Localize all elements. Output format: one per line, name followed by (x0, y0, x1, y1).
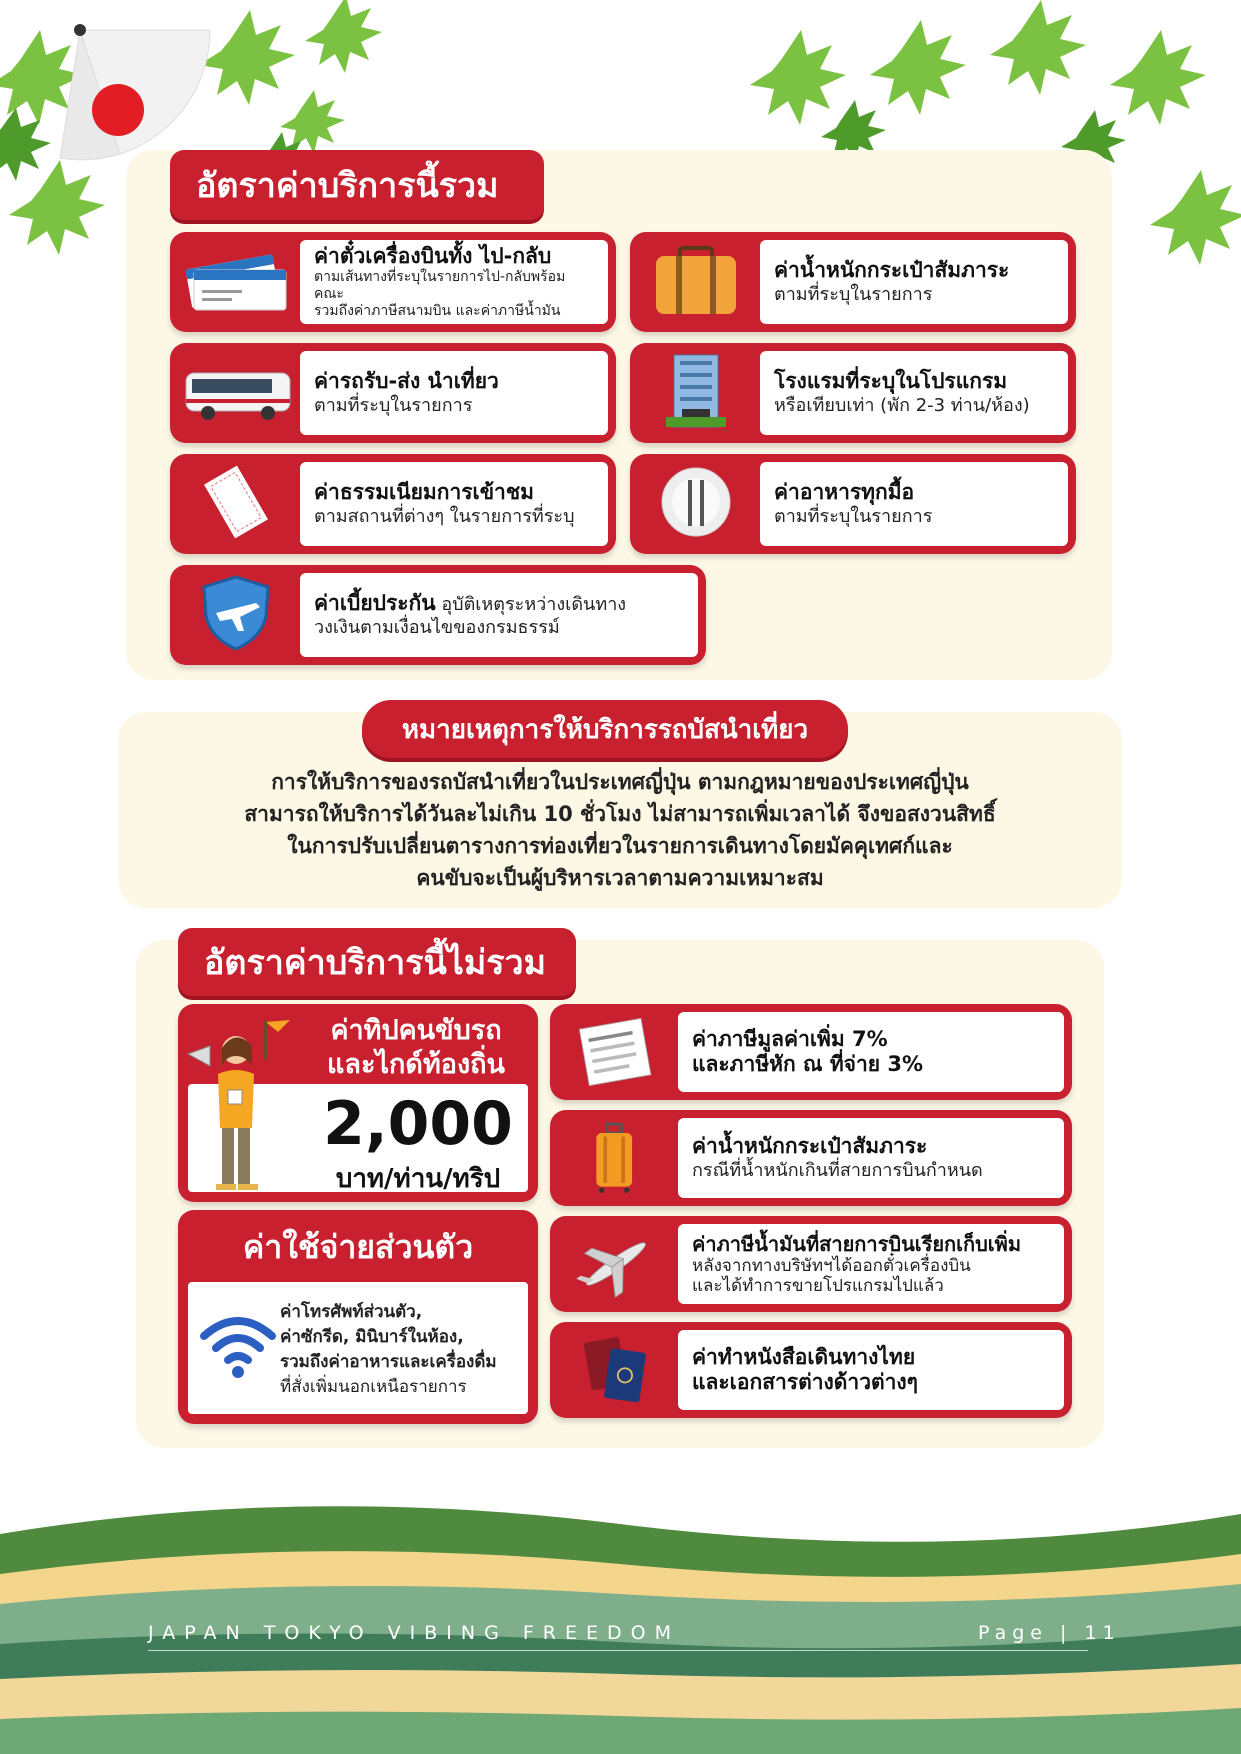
ticket-icon (180, 462, 292, 542)
card-transport-text (300, 351, 608, 435)
card-baggage-text (760, 240, 1068, 324)
excluded-title: อัตราค่าบริการนี้ไม่รวม (178, 928, 576, 996)
card-sub: และเอกสารต่างด้าวต่างๆ (692, 1370, 918, 1394)
card-meals (630, 454, 1076, 554)
card-sub: ตามที่ระบุในรายการ (774, 505, 933, 527)
card-sub: วงเงินตามเงื่อนไขของกรมธรรม์ (314, 617, 560, 638)
card-admission-text (300, 462, 608, 546)
card-sub: ตามที่ระบุในรายการ (314, 394, 473, 416)
personal-line: ค่าซักรีด, มินิบาร์ในห้อง, (280, 1327, 464, 1347)
wifi-icon (198, 1310, 278, 1380)
tour-guide-illustration (186, 1010, 306, 1200)
card-baggage (630, 232, 1076, 332)
card-excess-baggage-text (678, 1118, 1064, 1198)
card-transport (170, 343, 616, 443)
note-line: คนขับจะเป็นผู้บริหารเวลาตามความเหมาะสม (416, 866, 824, 890)
card-title: ค่าน้ำหนักกระเป๋าสัมภาระ (692, 1133, 928, 1158)
footer-divider (148, 1650, 1088, 1651)
tax-document-icon (566, 1012, 666, 1092)
personal-expenses-box (188, 1282, 528, 1414)
card-sub: ตามสถานที่ต่างๆ ในรายการที่ระบุ (314, 505, 575, 527)
airplane-icon (566, 1224, 666, 1304)
card-title-suffix: อุบัติเหตุระหว่างเดินทาง (435, 593, 627, 615)
passport-icon (566, 1330, 666, 1410)
card-title: ค่าธรรมเนียมการเข้าชม (314, 479, 534, 504)
note-line: ในการปรับเปลี่ยนตารางการท่องเที่ยวในรายการเดินทางโดยมัคคุเทศก์และ (287, 834, 953, 858)
plane-ticket-icon (180, 240, 292, 320)
personal-line: ค่าโทรศัพท์ส่วนตัว, (280, 1302, 423, 1322)
tip-card (178, 1004, 538, 1202)
card-sub: หลังจากทางบริษัทฯได้ออกตั๋วเครื่องบิน (692, 1255, 971, 1276)
card-fuel-surcharge-text (678, 1224, 1064, 1304)
card-fuel-surcharge (550, 1216, 1072, 1312)
note-line: สามารถให้บริการได้วันละไม่เกิน 10 ชั่วโมง ไม่สามารถเพิ่มเวลาได้ จึงขอสงวนสิทธิ์ (244, 802, 996, 826)
card-sub2: รวมถึงค่าภาษีสนามบิน และค่าภาษีน้ำมัน (314, 303, 561, 319)
card-title: ค่าตั๋วเครื่องบินทั้ง ไป-กลับ (314, 244, 552, 269)
card-title: ค่าภาษีมูลค่าเพิ่ม 7% (692, 1026, 888, 1051)
card-title: โรงแรมที่ระบุในโปรแกรม (774, 368, 1008, 393)
card-vat (550, 1004, 1072, 1100)
tip-unit: บาท/ท่าน/ทริป (335, 1164, 501, 1194)
card-passport-text (678, 1330, 1064, 1410)
note-line: การให้บริการของรถบัสนำเที่ยวในประเทศญี่ปุ่น ตามกฎหมายของประเทศญี่ปุ่น (271, 770, 969, 794)
card-title: ค่าเบี้ยประกัน (314, 590, 436, 615)
card-title: ค่าน้ำหนักกระเป๋าสัมภาระ (774, 257, 1010, 282)
card-sub: ตามเส้นทางที่ระบุในรายการไป-กลับพร้อมคณะ (314, 269, 566, 303)
note-title: หมายเหตุการให้บริการรถบัสนำเที่ยว (362, 700, 848, 758)
card-title: ค่าภาษีน้ำมันที่สายการบินเรียกเก็บเพิ่ม (692, 1231, 1022, 1256)
card-hotel (630, 343, 1076, 443)
card-sub: ตามที่ระบุในรายการ (774, 283, 933, 305)
card-passport (550, 1322, 1072, 1418)
tip-line2: และไกด์ท้องถิ่น (327, 1049, 505, 1080)
card-flight-ticket (170, 232, 616, 332)
card-excess-baggage (550, 1110, 1072, 1206)
personal-expenses-title: ค่าใช้จ่ายส่วนตัว (242, 1228, 474, 1266)
note-body (150, 766, 1090, 894)
personal-expenses-card (178, 1210, 538, 1424)
card-insurance (170, 565, 706, 665)
footer-page-number: Page | 11 (978, 1622, 1121, 1644)
card-sub: กรณีที่น้ำหนักเกินที่สายการบินกำหนด (692, 1159, 983, 1181)
personal-line: รวมถึงค่าอาหารและเครื่องดื่ม (280, 1352, 497, 1372)
tip-amount: 2,000 (323, 1089, 513, 1159)
card-title: ค่ารถรับ-ส่ง นำเที่ยว (314, 368, 499, 393)
card-admission (170, 454, 616, 554)
footer-tagline: JAPAN TOKYO VIBING FREEDOM (148, 1622, 680, 1644)
card-title: ค่าทำหนังสือเดินทางไทย (692, 1344, 916, 1369)
insurance-shield-icon (180, 573, 292, 653)
card-sub: และภาษีหัก ณ ที่จ่าย 3% (692, 1052, 924, 1076)
luggage-icon (566, 1118, 666, 1198)
card-meals-text (760, 462, 1068, 546)
card-sub2: และได้ทำการขายโปรแกรมไปแล้ว (692, 1276, 944, 1296)
card-insurance-text (300, 573, 698, 657)
tip-line1: ค่าทิปคนขับรถ (330, 1015, 502, 1046)
card-hotel-text (760, 351, 1068, 435)
card-sub: หรือเทียบเท่า (พัก 2-3 ท่าน/ห้อง) (774, 394, 1030, 416)
card-vat-text (678, 1012, 1064, 1092)
included-title: อัตราค่าบริการนี้รวม (170, 150, 544, 220)
card-flight-ticket-text (300, 240, 608, 324)
hotel-icon (640, 351, 752, 431)
card-title: ค่าอาหารทุกมื้อ (774, 479, 915, 504)
suitcase-icon (640, 240, 752, 320)
bus-icon (180, 351, 292, 431)
plate-cutlery-icon (640, 462, 752, 542)
personal-line: ที่สั่งเพิ่มนอกเหนือรายการ (280, 1377, 467, 1397)
